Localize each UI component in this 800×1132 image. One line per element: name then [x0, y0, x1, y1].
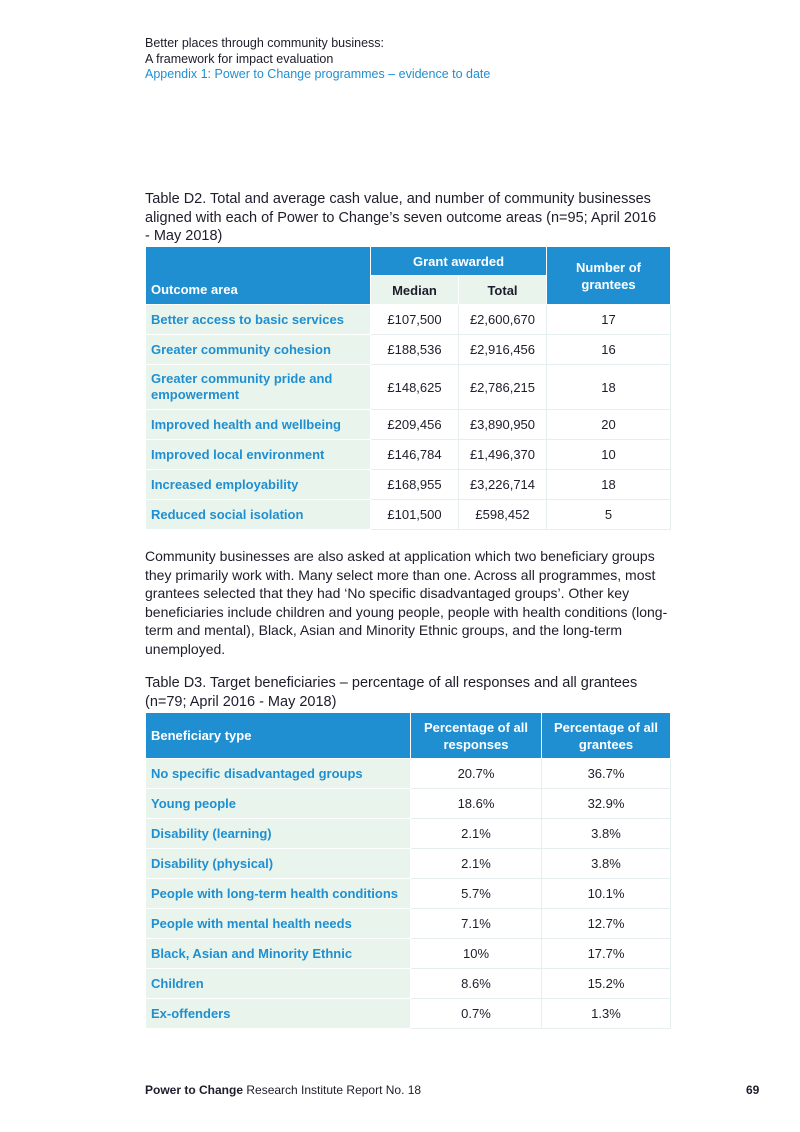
outcome-area-cell: Better access to basic services — [146, 305, 371, 335]
outcome-area-cell: Improved health and wellbeing — [146, 410, 371, 440]
table-row — [146, 969, 671, 999]
page-footer — [145, 1083, 421, 1097]
responses-percent-cell: 2.1% — [411, 819, 542, 849]
grantees-percent-cell: 32.9% — [542, 789, 671, 819]
grantees-cell: 16 — [547, 335, 671, 365]
table-row — [146, 939, 671, 969]
total-cell: £2,916,456 — [459, 335, 547, 365]
beneficiary-type-cell: Children — [146, 969, 411, 999]
grantees-percent-cell: 3.8% — [542, 819, 671, 849]
responses-percent-cell: 2.1% — [411, 849, 542, 879]
responses-percent-cell: 10% — [411, 939, 542, 969]
grantees-percent-cell: 36.7% — [542, 759, 671, 789]
outcome-area-cell: Greater community pride and empowerment — [146, 365, 371, 410]
table-row — [146, 470, 671, 500]
grantees-percent-cell: 1.3% — [542, 999, 671, 1029]
beneficiary-type-cell: Disability (physical) — [146, 849, 411, 879]
grantees-percent-cell: 12.7% — [542, 909, 671, 939]
median-cell: £168,955 — [371, 470, 459, 500]
grantees-cell: 5 — [547, 500, 671, 530]
table-row — [146, 305, 671, 335]
table-row — [146, 440, 671, 470]
responses-percent-cell: 0.7% — [411, 999, 542, 1029]
median-cell: £101,500 — [371, 500, 459, 530]
responses-percent-cell: 8.6% — [411, 969, 542, 999]
column-header-grant-awarded: Grant awarded — [371, 247, 547, 276]
footer-brand: Power to Change — [145, 1083, 244, 1097]
median-cell: £107,500 — [371, 305, 459, 335]
column-header-percentage-of-all-responses: Percentage of all responses — [411, 713, 542, 759]
header-line-2: A framework for impact evaluation — [145, 51, 334, 66]
column-header-total: Total — [459, 276, 547, 305]
running-header — [145, 36, 490, 83]
table-row — [146, 500, 671, 530]
table-row — [146, 879, 671, 909]
table-row — [146, 365, 671, 410]
column-header-outcome-area: Outcome area — [146, 247, 371, 305]
total-cell: £598,452 — [459, 500, 547, 530]
grantees-cell: 17 — [547, 305, 671, 335]
table-d2-caption: Table D2. Total and average cash value, and number of community businesses aligned with each of Power to Change’s seven outcome areas (n=95; April 2016 - May 2018) — [145, 191, 657, 244]
responses-percent-cell: 20.7% — [411, 759, 542, 789]
table-row — [146, 789, 671, 819]
table-d3-caption: Table D3. Target beneficiaries – percentage of all responses and all grantees (n=79; April 2016 - May 2018) — [145, 675, 638, 710]
grantees-cell: 18 — [547, 365, 671, 410]
beneficiary-type-cell: No specific disadvantaged groups — [146, 759, 411, 789]
table-d2 — [145, 246, 671, 530]
median-cell: £148,625 — [371, 365, 459, 410]
column-header-median: Median — [371, 276, 459, 305]
median-cell: £188,536 — [371, 335, 459, 365]
total-cell: £1,496,370 — [459, 440, 547, 470]
table-row — [146, 819, 671, 849]
responses-percent-cell: 7.1% — [411, 909, 542, 939]
beneficiary-type-cell: Disability (learning) — [146, 819, 411, 849]
beneficiary-type-cell: Young people — [146, 789, 411, 819]
table-row — [146, 849, 671, 879]
table-row — [146, 335, 671, 365]
column-header-percentage-of-all-grantees: Percentage of all grantees — [542, 713, 671, 759]
header-section-title: Appendix 1: Power to Change programmes – evidence to date — [145, 67, 491, 81]
beneficiary-type-cell: Ex-offenders — [146, 999, 411, 1029]
table-row — [146, 759, 671, 789]
table-row — [146, 410, 671, 440]
page-number: 69 — [746, 1083, 760, 1097]
grantees-cell: 10 — [547, 440, 671, 470]
total-cell: £3,890,950 — [459, 410, 547, 440]
table-row — [146, 999, 671, 1029]
grantees-cell: 20 — [547, 410, 671, 440]
table-d3 — [145, 712, 671, 1029]
responses-percent-cell: 18.6% — [411, 789, 542, 819]
outcome-area-cell: Greater community cohesion — [146, 335, 371, 365]
total-cell: £2,600,670 — [459, 305, 547, 335]
beneficiary-type-cell: People with long-term health conditions — [146, 879, 411, 909]
column-header-number-of-grantees: Number of grantees — [547, 247, 671, 305]
outcome-area-cell: Increased employability — [146, 470, 371, 500]
total-cell: £2,786,215 — [459, 365, 547, 410]
beneficiary-type-cell: Black, Asian and Minority Ethnic — [146, 939, 411, 969]
grantees-percent-cell: 17.7% — [542, 939, 671, 969]
column-header-beneficiary-type: Beneficiary type — [146, 713, 411, 759]
outcome-area-cell: Improved local environment — [146, 440, 371, 470]
outcome-area-cell: Reduced social isolation — [146, 500, 371, 530]
grantees-percent-cell: 3.8% — [542, 849, 671, 879]
table-row — [146, 909, 671, 939]
header-line-1: Better places through community business: — [145, 36, 385, 50]
grantees-cell: 18 — [547, 470, 671, 500]
footer-report-title: Research Institute Report No. 18 — [243, 1083, 422, 1097]
responses-percent-cell: 5.7% — [411, 879, 542, 909]
body-paragraph: Community businesses are also asked at application which two beneficiary groups they primarily work with. Many select more than one. Across all programmes, most grantees selected that they had ‘No specific disadvantaged groups’. Other key beneficiaries include children and young people, people with health conditions (long-term and mental), Black, Asian and Minority Ethnic groups, and the long-term unemployed. — [145, 548, 668, 657]
median-cell: £209,456 — [371, 410, 459, 440]
grantees-percent-cell: 15.2% — [542, 969, 671, 999]
total-cell: £3,226,714 — [459, 470, 547, 500]
beneficiary-type-cell: People with mental health needs — [146, 909, 411, 939]
median-cell: £146,784 — [371, 440, 459, 470]
grantees-percent-cell: 10.1% — [542, 879, 671, 909]
